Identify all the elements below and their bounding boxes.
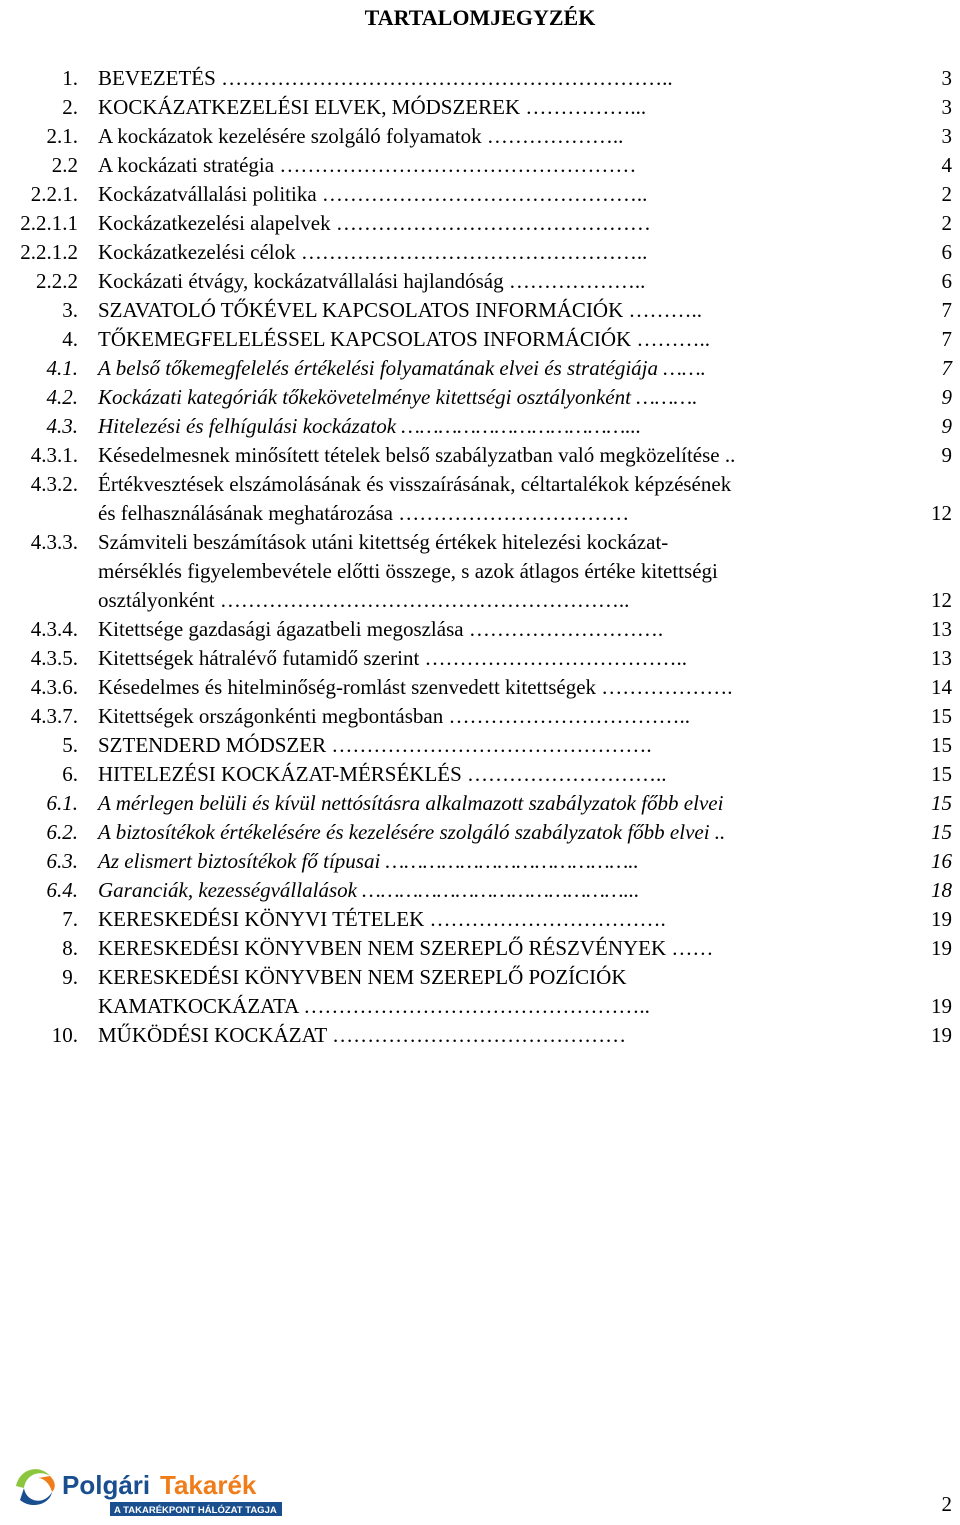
toc-entry-page: 2 <box>941 182 952 206</box>
toc-entry-title-line: Kockázatkezelési célok ………………………………………….. <box>98 240 648 264</box>
toc-entry-page: 15 <box>931 704 952 728</box>
toc-entry-page: 19 <box>931 907 952 931</box>
toc-entry-number: 4.3.7. <box>30 704 78 728</box>
toc-entry-title <box>98 673 878 702</box>
toc-entry-title <box>98 325 878 354</box>
toc-entry-page: 6 <box>941 240 952 264</box>
toc-entry-number: 2.2.1.1 <box>20 211 78 235</box>
toc-entry[interactable] <box>0 441 960 470</box>
toc-entry-page: 6 <box>941 269 952 293</box>
toc-entry-page: 15 <box>931 733 952 757</box>
toc-entry-title-line: A mérlegen belüli és kívül nettósításra alkalmazott szabályzatok főbb elvei <box>98 791 724 815</box>
toc-entry-title <box>98 818 878 847</box>
toc-entry-number: 5. <box>62 733 78 757</box>
toc-entry-page: 7 <box>941 356 952 380</box>
toc-entry-number: 10. <box>51 1023 78 1047</box>
toc-entry[interactable] <box>0 325 960 354</box>
toc-entry-title-line: A biztosítékok értékelésére és kezelésére szolgáló szabályzatok főbb elvei .. <box>98 820 726 844</box>
toc-entry-title-line: osztályonként ………………………………………………….. <box>98 588 630 612</box>
toc-entry-title-line: A kockázati stratégia …………………………………………… <box>98 153 637 177</box>
toc-entry-page: 19 <box>931 994 952 1018</box>
toc-entry[interactable] <box>0 963 960 1021</box>
toc-entry-title <box>98 296 878 325</box>
toc-entry-title <box>98 644 878 673</box>
toc-entry-title-line: Hitelezési és felhígulási kockázatok ………………………………... <box>98 414 642 438</box>
toc-entry-number: 4.1. <box>46 356 78 380</box>
toc-entry[interactable] <box>0 267 960 296</box>
page-title: TARTALOMJEGYZÉK <box>364 5 596 30</box>
toc-entry-title <box>98 470 878 528</box>
table-of-contents <box>0 64 960 1050</box>
toc-entry-title <box>98 267 878 296</box>
toc-entry-page: 19 <box>931 1023 952 1047</box>
toc-entry[interactable] <box>0 209 960 238</box>
toc-entry-number: 2.2.2 <box>36 269 78 293</box>
toc-entry-number: 4.2. <box>46 385 78 409</box>
toc-entry[interactable] <box>0 789 960 818</box>
toc-entry-page: 2 <box>941 211 952 235</box>
toc-entry-number: 6. <box>62 762 78 786</box>
logo-graphic <box>10 1458 285 1520</box>
toc-entry[interactable] <box>0 876 960 905</box>
toc-entry[interactable] <box>0 615 960 644</box>
toc-entry-page: 13 <box>931 617 952 641</box>
toc-entry-title-line: Kockázati kategóriák tőkekövetelménye kitettségi osztályonként ………. <box>98 385 698 409</box>
toc-entry-title <box>98 963 878 1021</box>
toc-entry-title-line: Kitettsége gazdasági ágazatbeli megoszlása ………………………. <box>98 617 664 641</box>
toc-entry-title <box>98 412 878 441</box>
toc-entry-title <box>98 64 878 93</box>
toc-entry-number: 6.3. <box>46 849 78 873</box>
toc-entry-page: 3 <box>941 124 952 148</box>
toc-entry-number: 2.1. <box>46 124 78 148</box>
toc-entry-number: 2.2.1. <box>30 182 78 206</box>
toc-entry-title-line: KOCKÁZATKEZELÉSI ELVEK, MÓDSZEREK ……………... <box>98 95 647 119</box>
toc-entry[interactable] <box>0 412 960 441</box>
toc-entry-title-line: mérséklés figyelembevétele előtti összege, s azok átlagos értéke kitettségi <box>98 559 718 583</box>
toc-entry-number: 4.3.2. <box>30 472 78 496</box>
toc-entry-title <box>98 528 878 615</box>
toc-entry-number: 2.2.1.2 <box>20 240 78 264</box>
toc-entry[interactable] <box>0 354 960 383</box>
toc-entry[interactable] <box>0 238 960 267</box>
toc-entry-number: 4.3.4. <box>30 617 78 641</box>
toc-entry-number: 3. <box>62 298 78 322</box>
toc-entry-number: 4.3.6. <box>30 675 78 699</box>
toc-entry-number: 8. <box>62 936 78 960</box>
toc-entry-title-line: KERESKEDÉSI KÖNYVBEN NEM SZEREPLŐ POZÍCIÓK <box>98 965 627 989</box>
toc-entry-title-line: SZAVATOLÓ TŐKÉVEL KAPCSOLATOS INFORMÁCIÓK ……….. <box>98 298 703 322</box>
toc-entry-title-line: Kitettségek országonkénti megbontásban …………………………….. <box>98 704 690 728</box>
toc-entry-number: 7. <box>62 907 78 931</box>
toc-entry-page: 12 <box>931 501 952 525</box>
toc-entry-page: 19 <box>931 936 952 960</box>
toc-entry-page: 9 <box>941 385 952 409</box>
toc-entry[interactable] <box>0 93 960 122</box>
toc-entry-title <box>98 93 878 122</box>
toc-entry-title-line: MŰKÖDÉSI KOCKÁZAT …………………………………… <box>98 1023 627 1047</box>
toc-entry-title-line: SZTENDERD MÓDSZER ………………………………………. <box>98 733 652 757</box>
toc-entry[interactable] <box>0 64 960 93</box>
toc-entry-title-line: Értékvesztések elszámolásának és visszaírásának, céltartalékok képzésének <box>98 472 732 496</box>
toc-entry[interactable] <box>0 731 960 760</box>
toc-entry-page: 3 <box>941 66 952 90</box>
toc-entry-title-line: HITELEZÉSI KOCKÁZAT-MÉRSÉKLÉS ……………………….. <box>98 762 667 786</box>
page-number: 2 <box>941 1492 952 1516</box>
toc-entry-title <box>98 354 878 383</box>
toc-entry[interactable] <box>0 528 960 615</box>
toc-entry[interactable] <box>0 934 960 963</box>
toc-entry-page: 12 <box>931 588 952 612</box>
toc-entry-number: 2.2 <box>51 153 78 177</box>
toc-entry-title-line: TŐKEMEGFELELÉSSEL KAPCSOLATOS INFORMÁCIÓK ……….. <box>98 327 710 351</box>
toc-entry-page: 18 <box>931 878 952 902</box>
toc-entry[interactable] <box>0 180 960 209</box>
toc-entry-page: 9 <box>941 443 952 467</box>
toc-entry[interactable] <box>0 702 960 731</box>
toc-entry-number: 4.3. <box>46 414 78 438</box>
toc-entry-number: 4.3.3. <box>30 530 78 554</box>
toc-entry-title-line: Kockázatkezelési alapelvek ……………………………………… <box>98 211 651 235</box>
toc-entry-page: 14 <box>931 675 952 699</box>
toc-entry-title <box>98 905 878 934</box>
toc-entry[interactable] <box>0 296 960 325</box>
logo-swirl-icon <box>16 1469 55 1505</box>
toc-entry-page: 16 <box>931 849 952 873</box>
logo-brand-right: Takarék <box>160 1470 257 1500</box>
polgari-takarek-logo <box>10 1458 285 1520</box>
toc-entry-page: 9 <box>941 414 952 438</box>
toc-entry-title-line: Az elismert biztosítékok fő típusai ………………………………….. <box>98 849 639 873</box>
toc-entry-title <box>98 238 878 267</box>
toc-entry-page: 7 <box>941 327 952 351</box>
toc-entry[interactable] <box>0 644 960 673</box>
toc-entry-title <box>98 615 878 644</box>
toc-entry-title-line: Kockázati étvágy, kockázatvállalási hajlandóság ……………….. <box>98 269 646 293</box>
toc-entry-title <box>98 441 878 470</box>
toc-entry-title <box>98 1021 878 1050</box>
toc-entry-number: 6.2. <box>46 820 78 844</box>
toc-entry-number: 4. <box>62 327 78 351</box>
toc-entry-page: 13 <box>931 646 952 670</box>
toc-entry[interactable] <box>0 847 960 876</box>
toc-entry-page: 15 <box>931 820 952 844</box>
toc-entry-title-line: és felhasználásának meghatározása …………………………… <box>98 501 630 525</box>
logo-brand-left: Polgári <box>62 1470 151 1500</box>
toc-entry-number: 6.1. <box>46 791 78 815</box>
toc-entry[interactable] <box>0 122 960 151</box>
toc-entry-title-line: A kockázatok kezelésére szolgáló folyamatok ……………….. <box>98 124 624 148</box>
toc-entry-title <box>98 876 878 905</box>
toc-entry-number: 1. <box>62 66 78 90</box>
toc-entry-title-line: Kockázatvállalási politika ……………………………………….. <box>98 182 648 206</box>
toc-entry-number: 2. <box>62 95 78 119</box>
toc-entry-number: 6.4. <box>46 878 78 902</box>
toc-entry-page: 7 <box>941 298 952 322</box>
toc-entry-title <box>98 760 878 789</box>
toc-entry-title-line: BEVEZETÉS ……………………………………………………….. <box>98 66 673 90</box>
toc-entry[interactable] <box>0 760 960 789</box>
toc-entry-title-line: Késedelmes és hitelminőség-romlást szenvedett kitettségek ………………. <box>98 675 733 699</box>
toc-entry-page: 3 <box>941 95 952 119</box>
toc-entry-title <box>98 383 878 412</box>
logo-tagline: A TAKARÉKPONT HÁLÓZAT TAGJA <box>114 1505 277 1516</box>
toc-entry[interactable] <box>0 1021 960 1050</box>
toc-entry-title-line: Garanciák, kezességvállalások ……………………………………... <box>98 878 640 902</box>
toc-entry-title-line: KERESKEDÉSI KÖNYVI TÉTELEK ……………………………. <box>98 907 666 931</box>
toc-entry-title <box>98 209 878 238</box>
toc-entry-number: 4.3.1. <box>30 443 78 467</box>
toc-entry-title-line: A belső tőkemegfelelés értékelési folyamatának elvei és stratégiája ……. <box>98 356 706 380</box>
toc-entry[interactable] <box>0 470 960 528</box>
toc-entry-page: 15 <box>931 762 952 786</box>
toc-entry-title-line: KAMATKOCKÁZATA ………………………………………….. <box>98 994 650 1018</box>
toc-entry[interactable] <box>0 673 960 702</box>
toc-entry-title-line: KERESKEDÉSI KÖNYVBEN NEM SZEREPLŐ RÉSZVÉNYEK …… <box>98 936 714 960</box>
toc-entry-page: 4 <box>941 153 952 177</box>
toc-entry-page: 15 <box>931 791 952 815</box>
toc-entry[interactable] <box>0 905 960 934</box>
toc-entry-title-line: Késedelmesnek minősített tételek belső szabályzatban való megközelítése .. <box>98 443 736 467</box>
toc-entry-title <box>98 847 878 876</box>
toc-entry-number: 9. <box>62 965 78 989</box>
toc-entry-title <box>98 702 878 731</box>
toc-entry-title <box>98 122 878 151</box>
toc-entry-title <box>98 151 878 180</box>
toc-entry-title <box>98 934 878 963</box>
toc-entry[interactable] <box>0 818 960 847</box>
toc-entry-title-line: Számviteli beszámítások utáni kitettség értékek hitelezési kockázat- <box>98 530 669 554</box>
toc-entry-title <box>98 789 878 818</box>
toc-entry-title-line: Kitettségek hátralévő futamidő szerint ……………………………….. <box>98 646 688 670</box>
toc-entry[interactable] <box>0 151 960 180</box>
toc-entry-number: 4.3.5. <box>30 646 78 670</box>
toc-entry[interactable] <box>0 383 960 412</box>
toc-entry-title <box>98 731 878 760</box>
toc-entry-title <box>98 180 878 209</box>
